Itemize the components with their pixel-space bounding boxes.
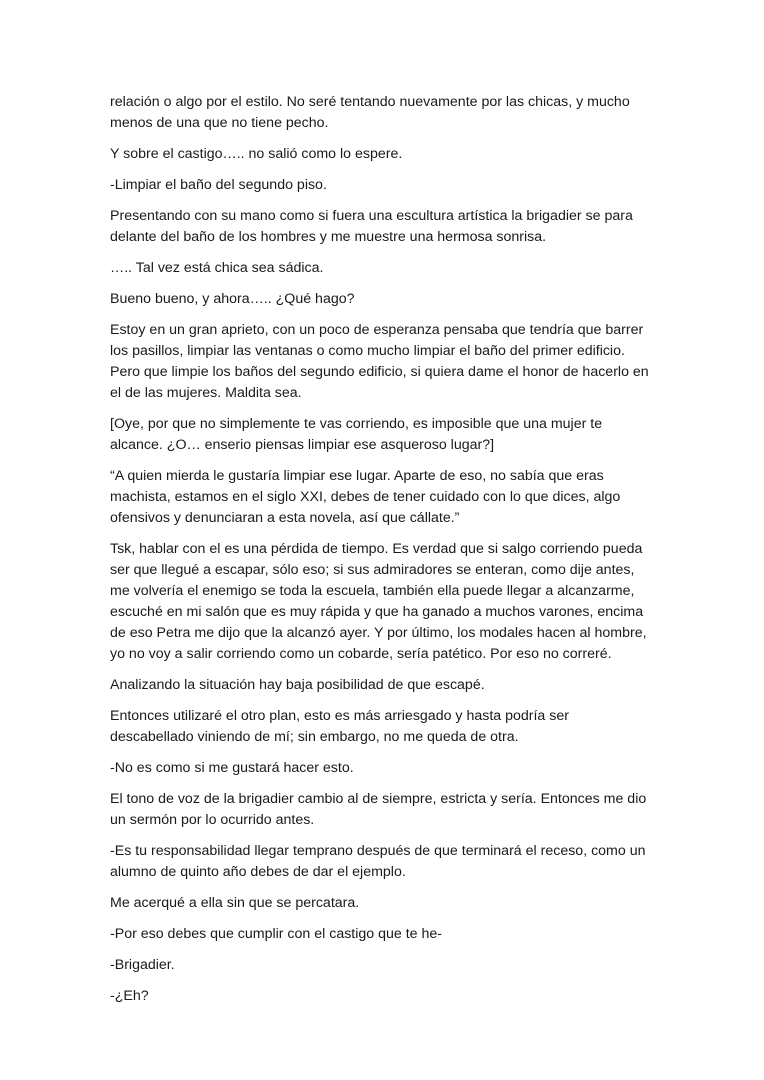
paragraph-5: ….. Tal vez está chica sea sádica. bbox=[110, 260, 324, 276]
paragraph-10: Tsk, hablar con el es una pérdida de tiempo. Es verdad que si salgo corriendo pueda ser que llegué a escapar, sólo eso; si sus admiradores se enteran, como dije antes, me volvería el enemigo se toda la escuela, también ella puede llegar a alcanzarme, escuché en mi salón que es muy rápida y que ha ganado a muchos varones, encima de eso Petra me dijo que la alcanzó ayer. Y por último, los modales hacen al hombre, yo no voy a salir corriendo como un cobarde, sería patético. Por eso no correré. bbox=[110, 541, 647, 662]
paragraph-3: -Limpiar el baño del segundo piso. bbox=[110, 177, 327, 193]
paragraph-16: Me acerqué a ella sin que se percatara. bbox=[110, 895, 360, 911]
paragraph-12: Entonces utilizaré el otro plan, esto es más arriesgado y hasta podría ser descabellado viniendo de mí; sin embargo, no me queda de otra. bbox=[110, 708, 569, 745]
paragraph-17: -Por eso debes que cumplir con el castigo que te he- bbox=[110, 926, 443, 942]
paragraph-15: -Es tu responsabilidad llegar temprano después de que terminará el receso, como un alumno de quinto año debes de dar el ejemplo. bbox=[110, 843, 646, 880]
paragraph-14: El tono de voz de la brigadier cambio al de siempre, estricta y sería. Entonces me dio un sermón por lo ocurrido antes. bbox=[110, 791, 647, 828]
paragraph-4: Presentando con su mano como si fuera una escultura artística la brigadier se para delante del baño de los hombres y me muestre una hermosa sonrisa. bbox=[110, 208, 633, 245]
paragraph-13: -No es como si me gustará hacer esto. bbox=[110, 760, 354, 776]
paragraph-18: -Brigadier. bbox=[110, 957, 175, 973]
document-page bbox=[110, 92, 655, 1017]
paragraph-7: Estoy en un gran aprieto, con un poco de esperanza pensaba que tendría que barrer los pasillos, limpiar las ventanas o como mucho limpiar el baño del primer edificio. Pero que limpie los baños del segundo edificio, si quiera dame el honor de hacerlo en el de las mujeres. Maldita sea. bbox=[110, 322, 649, 401]
paragraph-9: “A quien mierda le gustaría limpiar ese lugar. Aparte de eso, no sabía que eras machista, estamos en el siglo XXI, debes de tener cuidado con lo que dices, algo ofensivos y denunciaran a esta novela, así que cállate.” bbox=[110, 468, 621, 526]
paragraph-19: -¿Eh? bbox=[110, 988, 149, 1004]
paragraph-6: Bueno bueno, y ahora….. ¿Qué hago? bbox=[110, 291, 355, 307]
paragraph-1: relación o algo por el estilo. No seré tentando nuevamente por las chicas, y mucho menos de una que no tiene pecho. bbox=[110, 94, 630, 131]
paragraph-2: Y sobre el castigo….. no salió como lo espere. bbox=[110, 146, 403, 162]
paragraph-8: [Oye, por que no simplemente te vas corriendo, es imposible que una mujer te alcance. ¿O… enserio piensas limpiar ese asqueroso lugar?] bbox=[110, 416, 603, 453]
paragraph-11: Analizando la situación hay baja posibilidad de que escapé. bbox=[110, 677, 485, 693]
